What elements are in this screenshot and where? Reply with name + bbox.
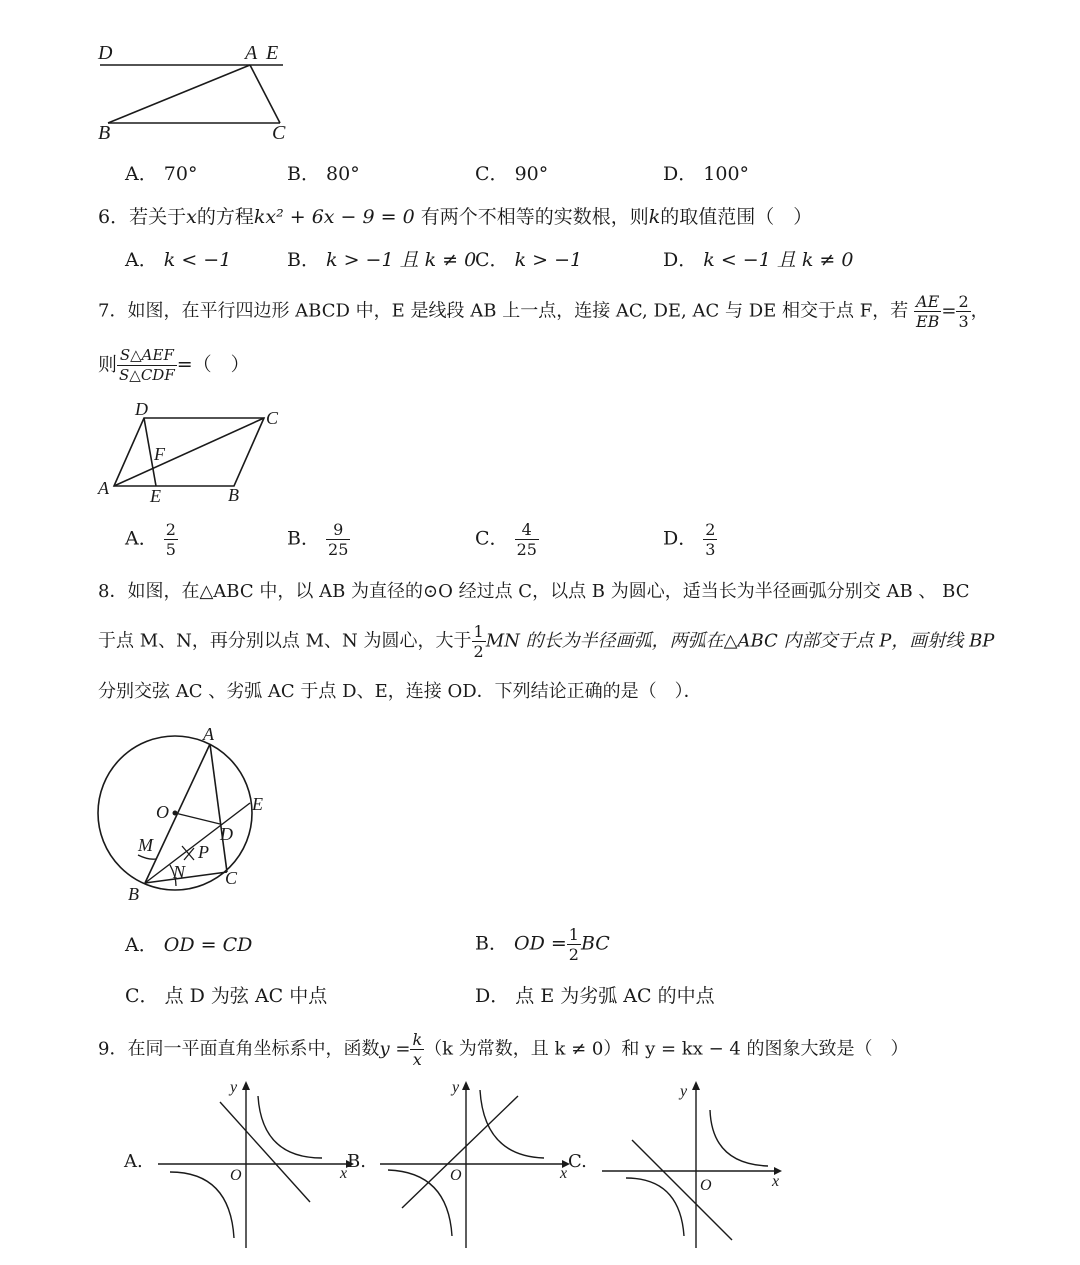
q8-option-d[interactable]: D． 点 E 为劣弧 AC 的中点 <box>475 985 715 1007</box>
q8-option-a[interactable]: A． OD = CD <box>125 934 253 956</box>
q7-option-c[interactable]: C． $\frac{4}{25}$ <box>475 520 537 559</box>
q8-figure <box>90 720 280 910</box>
q8-label-m: M <box>138 835 153 855</box>
q7-area-fraction: $\frac{\text{S△AEF}}{\text{S△CDF}}$ <box>119 346 175 384</box>
q7-question: 则 $\frac{\text{S△AEF}}{\text{S△CDF}}$ =（ ） <box>98 346 250 384</box>
q5-label-b: B <box>98 122 111 144</box>
q8-label-e: E <box>252 794 263 814</box>
q9-a-y-label: y <box>230 1079 238 1096</box>
q8-label-n: N <box>173 862 186 882</box>
q7-stem: 7．如图，在平行四边形 ABCD 中，E 是线段 AB 上一点，连接 AC, DE, AC 与 DE 相交于点 F，若 $\frac{AE}{EB}$ = $\frac{2}{3}$ ， <box>98 292 989 331</box>
q8-label-d: D <box>220 824 233 844</box>
q7-label-f: F <box>154 444 165 464</box>
q7-option-a[interactable]: A． $\frac{2}{5}$ <box>125 520 176 559</box>
q6-option-c[interactable]: C． k > −1 <box>475 249 583 271</box>
q7-option-b[interactable]: B． $\frac{9}{25}$ <box>287 520 349 559</box>
q9-graph-b[interactable] <box>372 1078 582 1250</box>
q7-option-d[interactable]: D． $\frac{2}{3}$ <box>663 520 716 559</box>
q5-figure <box>90 35 300 145</box>
q9-c-origin-label: O <box>700 1177 712 1194</box>
q8-option-c[interactable]: C． 点 D 为弦 AC 中点 <box>125 985 328 1007</box>
q8-stem-line3: 分别交弦 AC 、劣弧 AC 于点 D、E，连接 OD．下列结论正确的是（ ）． <box>98 681 702 702</box>
q9-c-y-label: y <box>680 1083 688 1100</box>
q6-option-d[interactable]: D． k < −1 且 k ≠ 0 <box>663 249 854 271</box>
q9-b-origin-label: O <box>450 1167 462 1184</box>
q5-option-c[interactable]: C． 90° <box>475 163 549 185</box>
q9-option-b-label[interactable]: B. <box>347 1151 366 1172</box>
q7-label-b: B <box>228 485 239 505</box>
q7-ratio-fraction: $\frac{AE}{EB}$ <box>915 292 940 331</box>
q5-label-c: C <box>272 122 286 144</box>
q8-label-c: C <box>225 868 238 888</box>
q8-label-b: B <box>128 884 139 904</box>
q9-b-y-label: y <box>452 1079 460 1096</box>
q6-option-b[interactable]: B． k > −1 且 k ≠ 0 <box>287 249 477 271</box>
q8-label-o: O <box>156 802 169 822</box>
q7-label-c: C <box>266 408 279 428</box>
q9-stem: 9．在同一平面直角坐标系中，函数y = $\frac{k}{x}$ （k 为常数，且 k ≠ 0）和 y = kx − 4 的图象大致是（ ） <box>98 1030 909 1069</box>
q8-label-a: A <box>203 724 214 744</box>
q9-graph-a[interactable] <box>150 1078 360 1250</box>
q5-option-a[interactable]: A． 70° <box>125 163 198 185</box>
q6-option-a[interactable]: A． k < −1 <box>125 249 232 271</box>
q7-label-d: D <box>135 402 148 419</box>
q5-label-d: D <box>98 42 113 64</box>
q7-ratio-value: $\frac{2}{3}$ <box>958 292 969 331</box>
q8-label-p: P <box>198 842 209 862</box>
q9-c-x-label: x <box>772 1173 780 1190</box>
q9-graph-c[interactable] <box>598 1078 798 1250</box>
q9-a-origin-label: O <box>230 1167 242 1184</box>
q5-label-a: A <box>245 42 258 64</box>
q5-label-e: E <box>266 42 279 64</box>
q5-option-d[interactable]: D． 100° <box>663 163 750 185</box>
q7-label-e: E <box>150 486 161 506</box>
q8-stem-line1: 8．如图，在△ABC 中，以 AB 为直径的⊙O 经过点 C，以点 B 为圆心，适当长为半径画弧分别交 AB 、 BC <box>98 581 970 602</box>
q9-a-x-label: x <box>340 1165 348 1182</box>
q6-stem: 6．若关于x的方程kx² + 6x − 9 = 0 有两个不相等的实数根，则k的取值范围（ ） <box>98 206 813 228</box>
q7-figure <box>92 402 292 507</box>
q8-option-b[interactable]: B． OD = $\frac{1}{2}$ BC <box>475 925 610 964</box>
q5-option-b[interactable]: B． 80° <box>287 163 360 185</box>
q9-option-a-label[interactable]: A. <box>124 1151 143 1172</box>
q9-b-x-label: x <box>560 1165 568 1182</box>
q7-label-a: A <box>98 478 109 498</box>
q8-stem-line2: 于点 M、N，再分别以点 M、N 为圆心，大于 $\frac{1}{2}$ MN 的长为半径画弧，两弧在△ABC 内部交于点 P，画射线 BP <box>98 622 995 661</box>
q9-option-c-label[interactable]: C. <box>568 1151 587 1172</box>
